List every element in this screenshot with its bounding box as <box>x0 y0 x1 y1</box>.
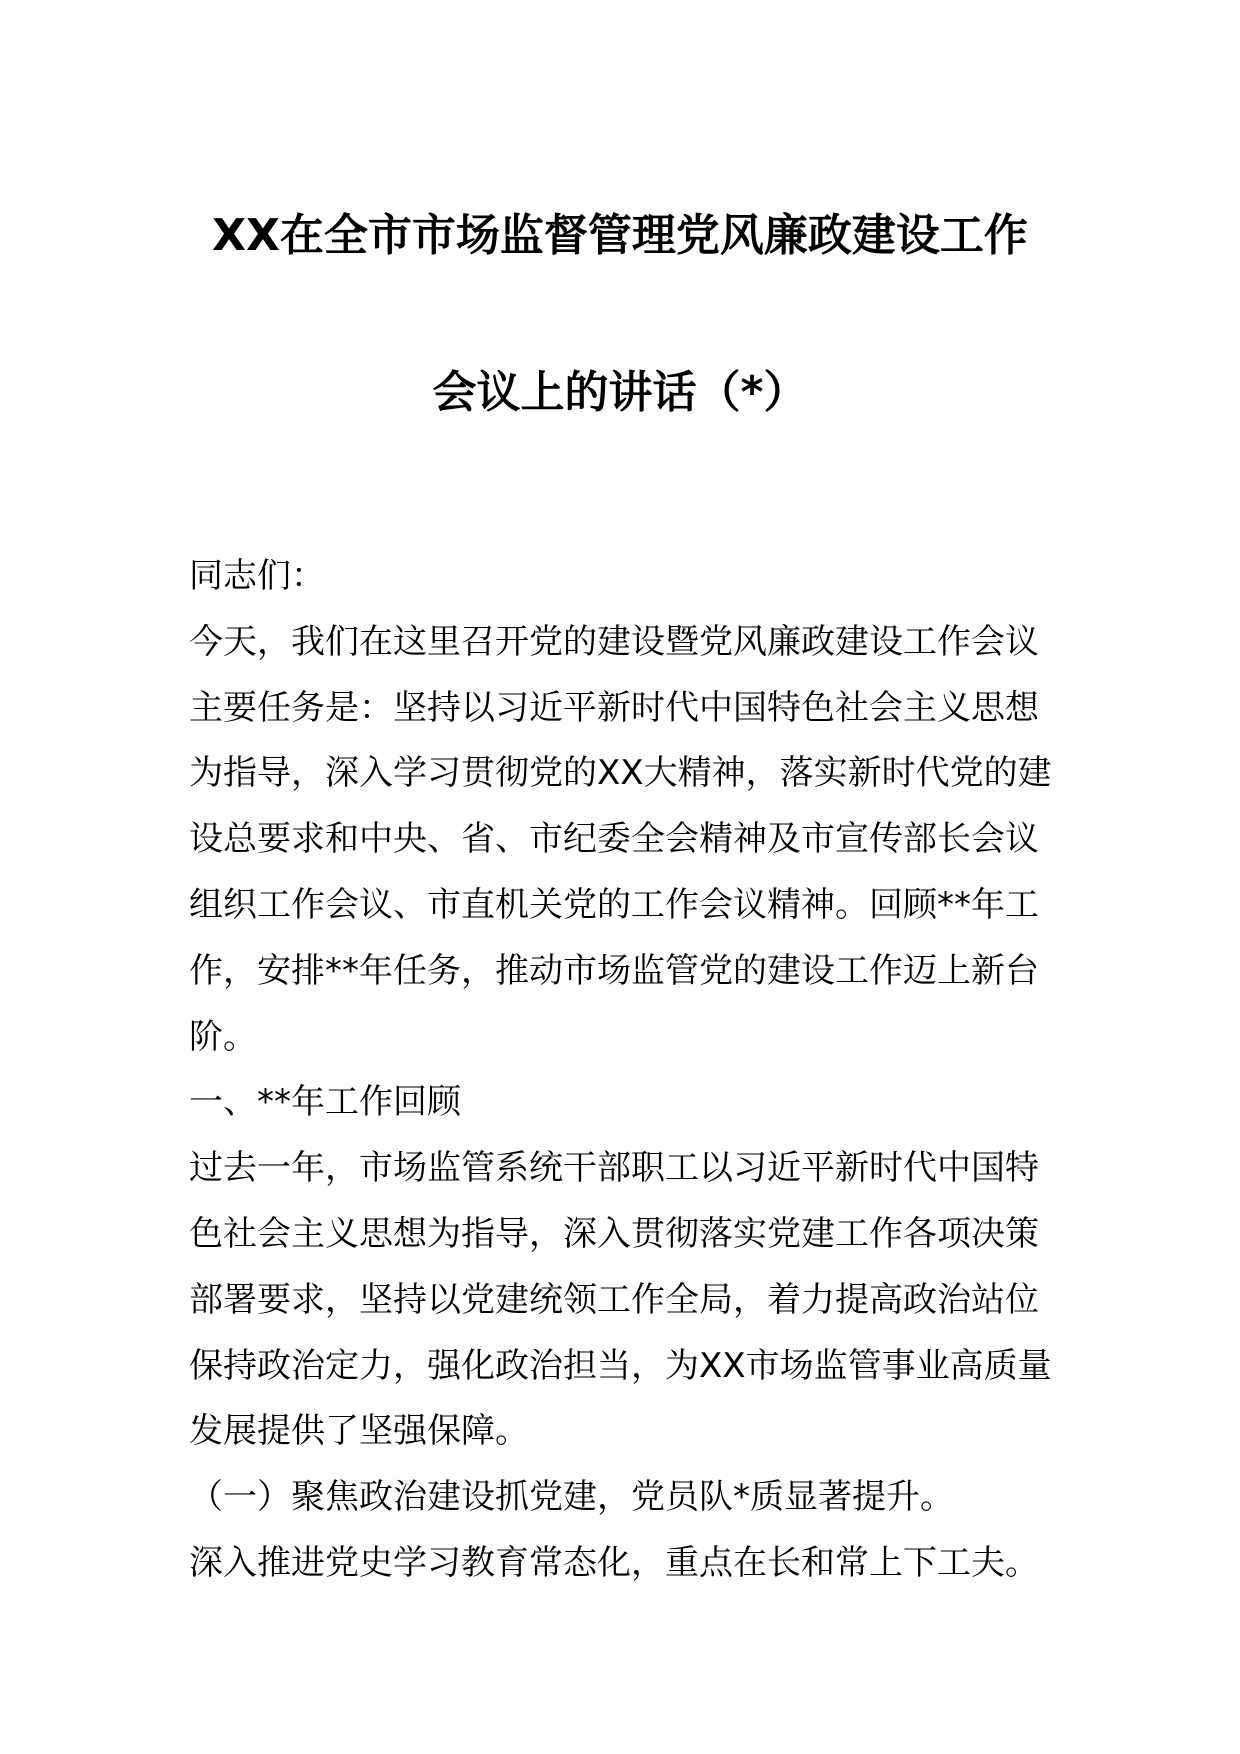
paragraph-line: 主要任务是：坚持以习近平新时代中国特色社会主义思想 <box>189 687 1039 728</box>
paragraph-line: 今天，我们在这里召开党的建设暨党风廉政建设工作会议 <box>189 621 1039 662</box>
salutation: 同志们： <box>189 556 325 596</box>
paragraph-line: 作，安排**年任务，推动市场监管党的建设工作迈上新台 <box>189 950 1039 991</box>
paragraph-line: 设总要求和中央、省、市纪委全会精神及市宣传部长会议 <box>189 819 1039 860</box>
document-title-line-2: 会议上的讲话（*） <box>432 367 808 418</box>
paragraph-line: 过去一年，市场监管系统干部职工以习近平新时代中国特 <box>189 1148 1039 1189</box>
paragraph-line: 为指导，深入学习贯彻党的XX大精神，落实新时代党的建 <box>189 753 1052 794</box>
paragraph-line: 色社会主义思想为指导，深入贯彻落实党建工作各项决策 <box>189 1213 1039 1254</box>
paragraph-line: 深入推进党史学习教育常态化，重点在长和常上下工夫。 <box>189 1542 1039 1583</box>
document-title-line-1: XX在全市市场监督管理党风廉政建设工作 <box>212 210 1028 261</box>
paragraph-line: 组织工作会议、市直机关党的工作会议精神。回顾**年工 <box>189 884 1039 925</box>
paragraph-line: 发展提供了坚强保障。 <box>189 1411 529 1452</box>
section-heading: 一、**年工作回顾 <box>189 1082 461 1123</box>
paragraph-line: 阶。 <box>189 1016 257 1057</box>
document-body <box>189 544 1069 1597</box>
subsection-heading: （一）聚焦政治建设抓党建，党员队*质显著提升。 <box>189 1477 954 1518</box>
paragraph-line: 保持政治定力，强化政治担当，为XX市场监管事业高质量 <box>189 1345 1052 1386</box>
paragraph-line: 部署要求，坚持以党建统领工作全局，着力提高政治站位 <box>189 1279 1039 1320</box>
